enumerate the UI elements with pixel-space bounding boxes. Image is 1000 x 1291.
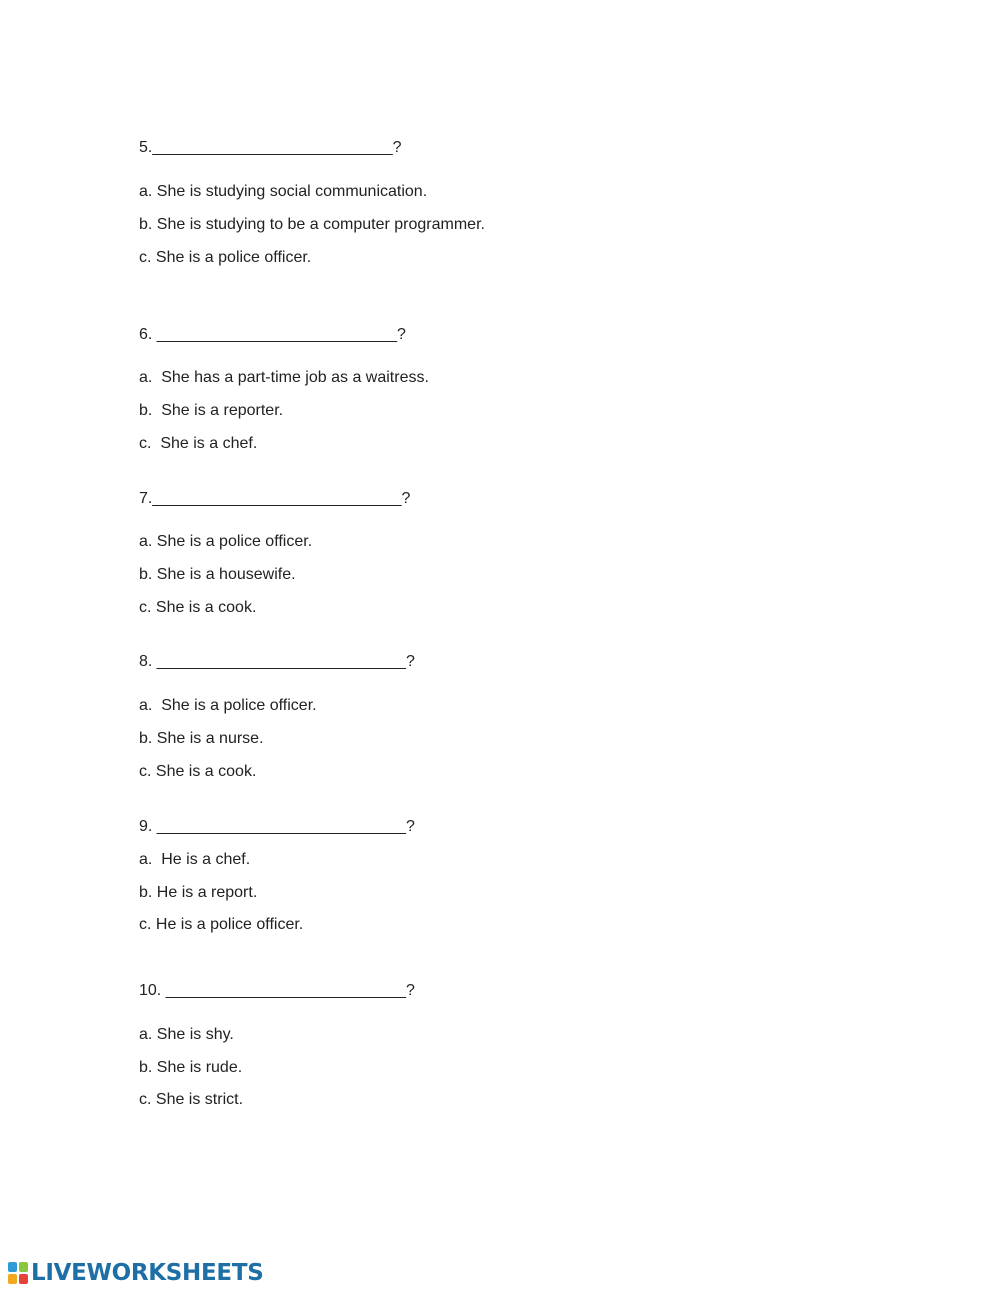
question-10-option-c: c. She is strict. [139, 1091, 244, 1108]
question-9-option-c: c. He is a police officer. [139, 916, 304, 933]
logo-square [8, 1274, 17, 1284]
question-7-prompt: 7.____________________________? [139, 490, 411, 507]
question-8-option-b: b. She is a nurse. [139, 730, 264, 747]
liveworksheets-logo [8, 1259, 263, 1287]
question-7-option-c: c. She is a cook. [139, 599, 257, 616]
logo-square [19, 1274, 28, 1284]
question-8-prompt: 8. ____________________________? [139, 653, 415, 670]
question-9-prompt: 9. ____________________________? [139, 818, 415, 835]
logo-square [8, 1262, 17, 1272]
question-10-option-a: a. She is shy. [139, 1026, 234, 1043]
question-8-option-a: a. She is a police officer. [139, 697, 317, 714]
question-9-option-a: a. He is a chef. [139, 851, 251, 868]
question-5-option-b: b. She is studying to be a computer programmer. [139, 216, 485, 233]
question-7-option-b: b. She is a housewife. [139, 566, 296, 583]
question-10-option-b: b. She is rude. [139, 1059, 243, 1076]
question-5-prompt: 5.___________________________? [139, 139, 402, 156]
question-7-option-a: a. She is a police officer. [139, 533, 313, 550]
logo-mark-icon [8, 1262, 28, 1284]
logo-square [19, 1262, 28, 1272]
question-6-prompt: 6. ___________________________? [139, 326, 406, 343]
question-10-prompt: 10. ___________________________? [139, 982, 415, 999]
logo-wordmark: LIVEWORKSHEETS [31, 1260, 264, 1286]
question-6-option-c: c. She is a chef. [139, 435, 258, 452]
question-9-option-b: b. He is a report. [139, 884, 258, 901]
question-5-option-a: a. She is studying social communication. [139, 183, 428, 200]
question-8-option-c: c. She is a cook. [139, 763, 257, 780]
question-6-option-b: b. She is a reporter. [139, 402, 284, 419]
question-5-option-c: c. She is a police officer. [139, 249, 312, 266]
question-6-option-a: a. She has a part-time job as a waitress. [139, 369, 429, 386]
